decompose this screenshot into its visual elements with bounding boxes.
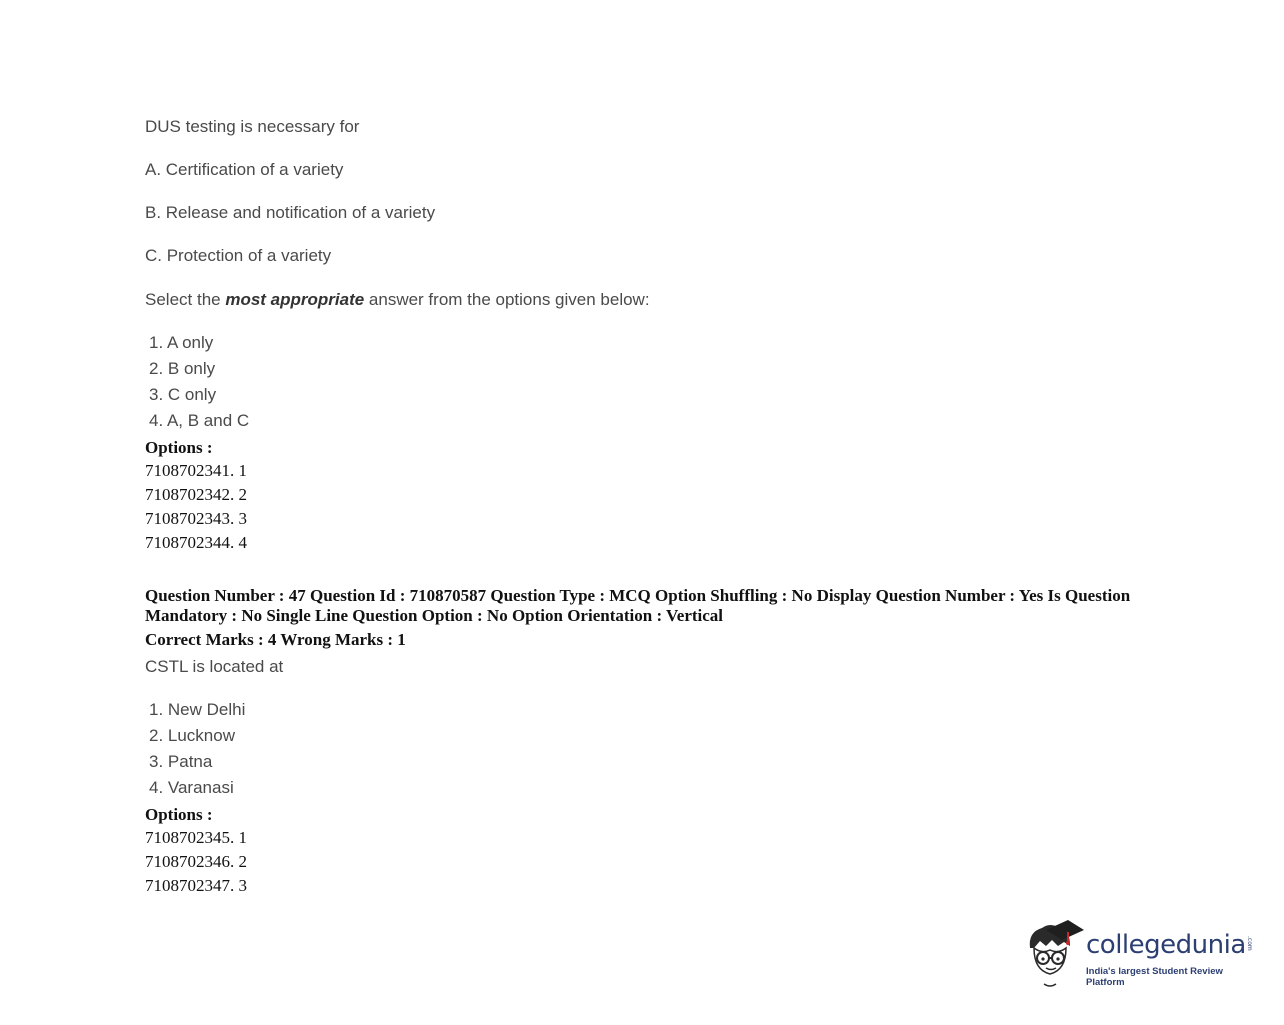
q2-option-id: 7108702345. 1 xyxy=(145,828,247,847)
logo-dotcom: .com xyxy=(1246,936,1253,951)
q2-option-id: 7108702347. 3 xyxy=(145,876,247,895)
q1-instruction xyxy=(145,290,650,310)
q1-stem: DUS testing is necessary for xyxy=(145,117,360,136)
q1-option-id: 7108702342. 2 xyxy=(145,485,247,504)
instruction-emphasis: most appropriate xyxy=(225,290,365,309)
q1-choice: 3. C only xyxy=(149,385,217,404)
q2-choice: 2. Lucknow xyxy=(149,726,235,745)
q1-choice: 1. A only xyxy=(149,333,214,352)
q1-statement-a: A. Certification of a variety xyxy=(145,160,344,179)
q1-option-id: 7108702344. 4 xyxy=(145,533,247,552)
logo-tagline: India's largest Student Review Platform xyxy=(1086,966,1223,988)
q1-choice: 4. A, B and C xyxy=(149,411,250,430)
q2-meta: Question Number : 47 Question Id : 710870587 Question Type : MCQ Option Shuffling : No Display Question Number : Yes Is Question Mandatory : No Single Line Question Option : No Option Orientation : Vertical xyxy=(145,586,1131,625)
q1-option-id: 7108702343. 3 xyxy=(145,509,247,528)
q2-stem: CSTL is located at xyxy=(145,657,284,676)
student-mascot-icon xyxy=(1024,918,1086,990)
instruction-text: answer from the options given below: xyxy=(364,290,650,309)
q2-option-id: 7108702346. 2 xyxy=(145,852,247,871)
q2-marks: Correct Marks : 4 Wrong Marks : 1 xyxy=(145,630,406,649)
instruction-text: Select the xyxy=(145,290,226,309)
q2-choice: 1. New Delhi xyxy=(149,700,246,719)
q2-choice: 3. Patna xyxy=(149,752,213,771)
q1-option-id: 7108702341. 1 xyxy=(145,461,247,480)
collegedunia-logo xyxy=(1024,918,1264,990)
logo-wordmark: collegedunia xyxy=(1086,930,1246,960)
q1-options-label: Options : xyxy=(145,438,213,457)
q1-choice: 2. B only xyxy=(149,359,216,378)
q2-options-label: Options : xyxy=(145,805,213,824)
q1-statement-c: C. Protection of a variety xyxy=(145,246,332,265)
q2-choice: 4. Varanasi xyxy=(149,778,234,797)
q1-statement-b: B. Release and notification of a variety xyxy=(145,203,436,222)
